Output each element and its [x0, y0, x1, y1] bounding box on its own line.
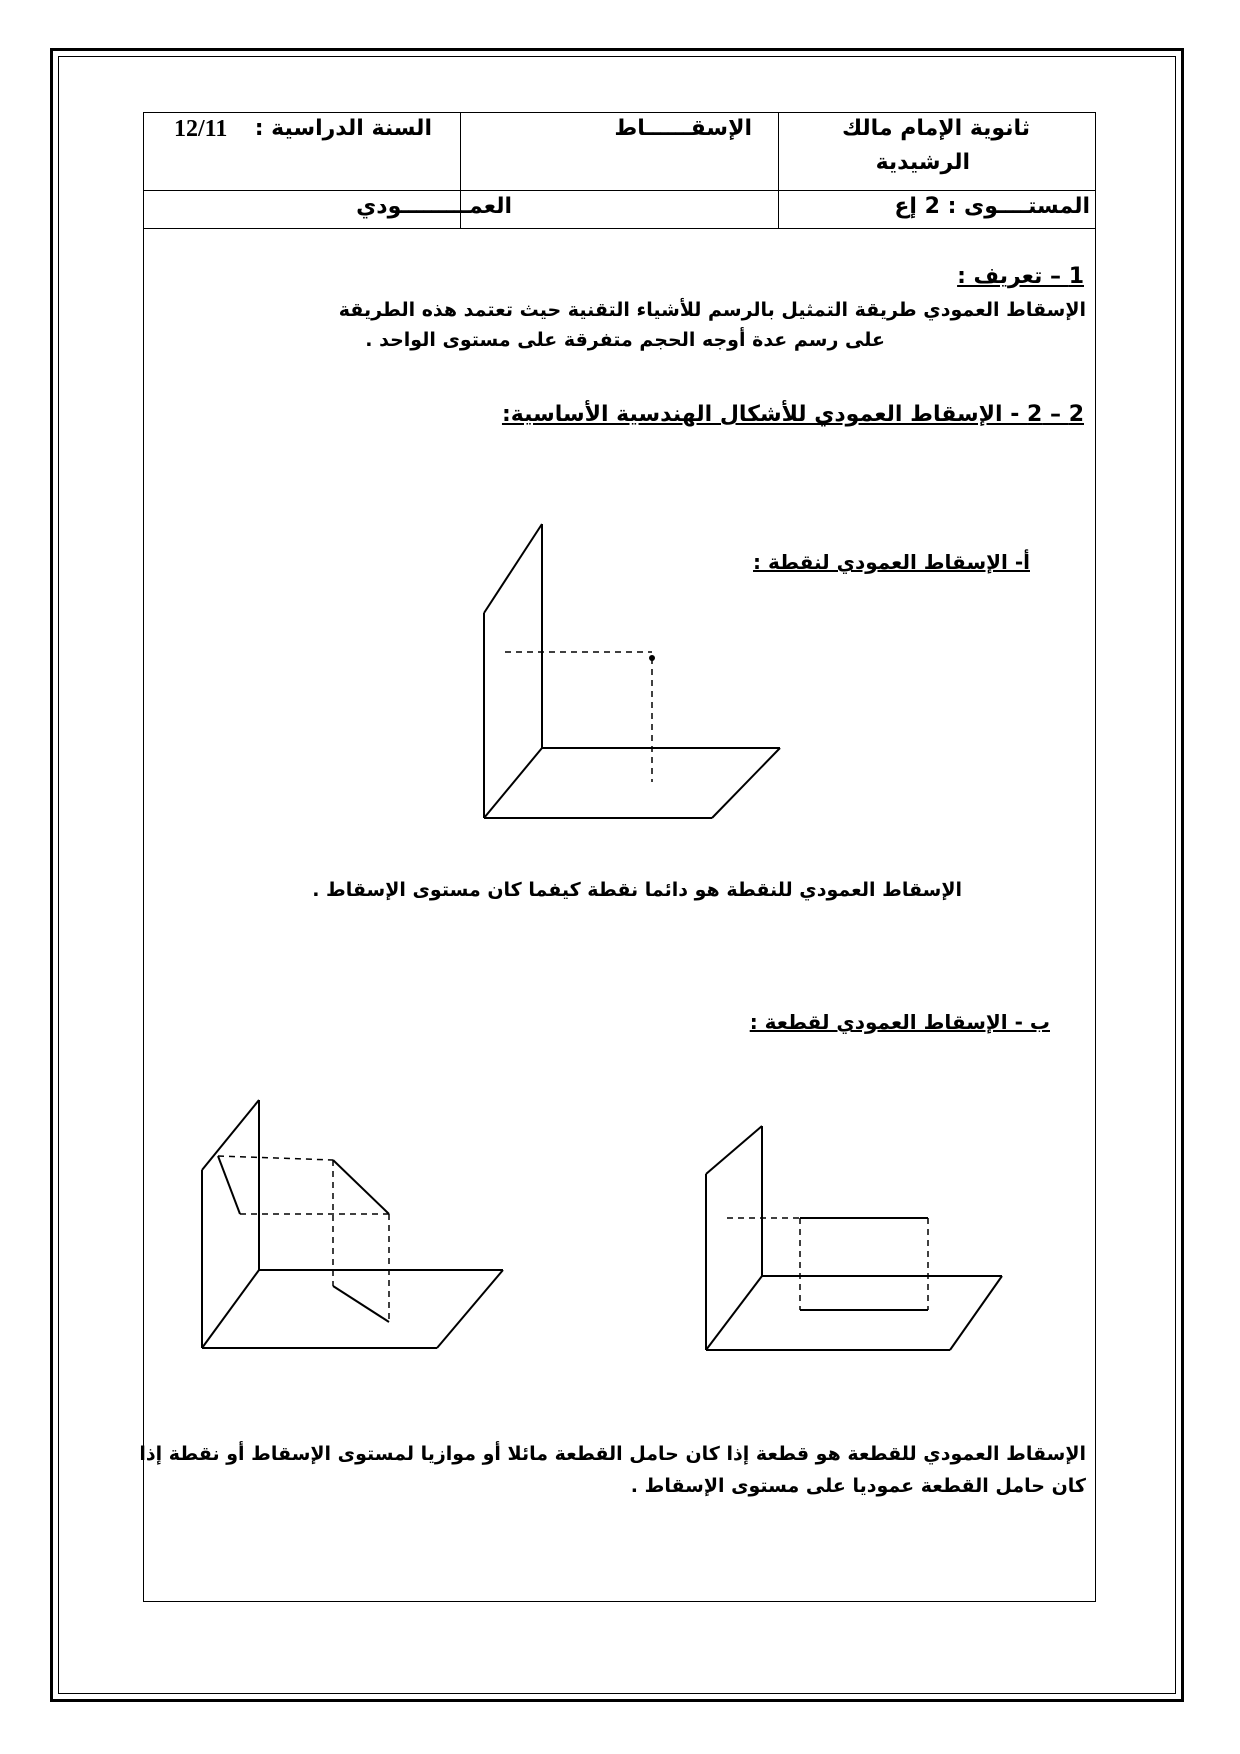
definition-text-line2: على رسم عدة أوجه الحجم متفرقة على مستوى الواحد .	[365, 329, 885, 351]
horizontal-plane-left	[706, 1276, 762, 1350]
school-name: ثانوية الإمام مالك	[841, 116, 1030, 141]
segment-projection-heading: ب - الإسقاط العمودي لقطعة :	[749, 1010, 1050, 1034]
segment-conclusion-line2: كان حامل القطعة عموديا على مستوى الإسقاط .	[630, 1475, 1086, 1497]
definition-text-line1: الإسقاط العمودي طريقة التمثيل بالرسم للأشياء التقنية حيث تعتمد هذه الطريقة	[338, 299, 1086, 321]
section2-heading: 2 – 2 - الإسقاط العمودي للأشكال الهندسية الأساسية:	[501, 402, 1084, 427]
level-label: المستــــوى : 2 إع	[894, 194, 1090, 219]
vertical-plane-edge	[706, 1126, 762, 1174]
school-city: الرشيدية	[875, 150, 970, 175]
school-year-value: 12/11	[174, 116, 228, 142]
horizontal-plane-right	[950, 1276, 1002, 1350]
lesson-title-top: الإسقــــــاط	[614, 116, 752, 141]
lesson-title-bottom: العمـــــــــودي	[356, 194, 512, 219]
point-projection-conclusion: الإسقاط العمودي للنقطة هو دائما نقطة كيفما كان مستوى الإسقاط .	[312, 879, 962, 901]
definition-heading: 1 – تعريف :	[957, 264, 1084, 289]
school-year-label: السنة الدراسية :	[254, 116, 432, 141]
segment-conclusion-line1: الإسقاط العمودي للقطعة هو قطعة إذا كان حامل القطعة مائلا أو موازيا لمستوى الإسقاط أو نقطة إذا	[139, 1443, 1086, 1465]
point-projection-heading: أ- الإسقاط العمودي لنقطة :	[753, 550, 1030, 574]
